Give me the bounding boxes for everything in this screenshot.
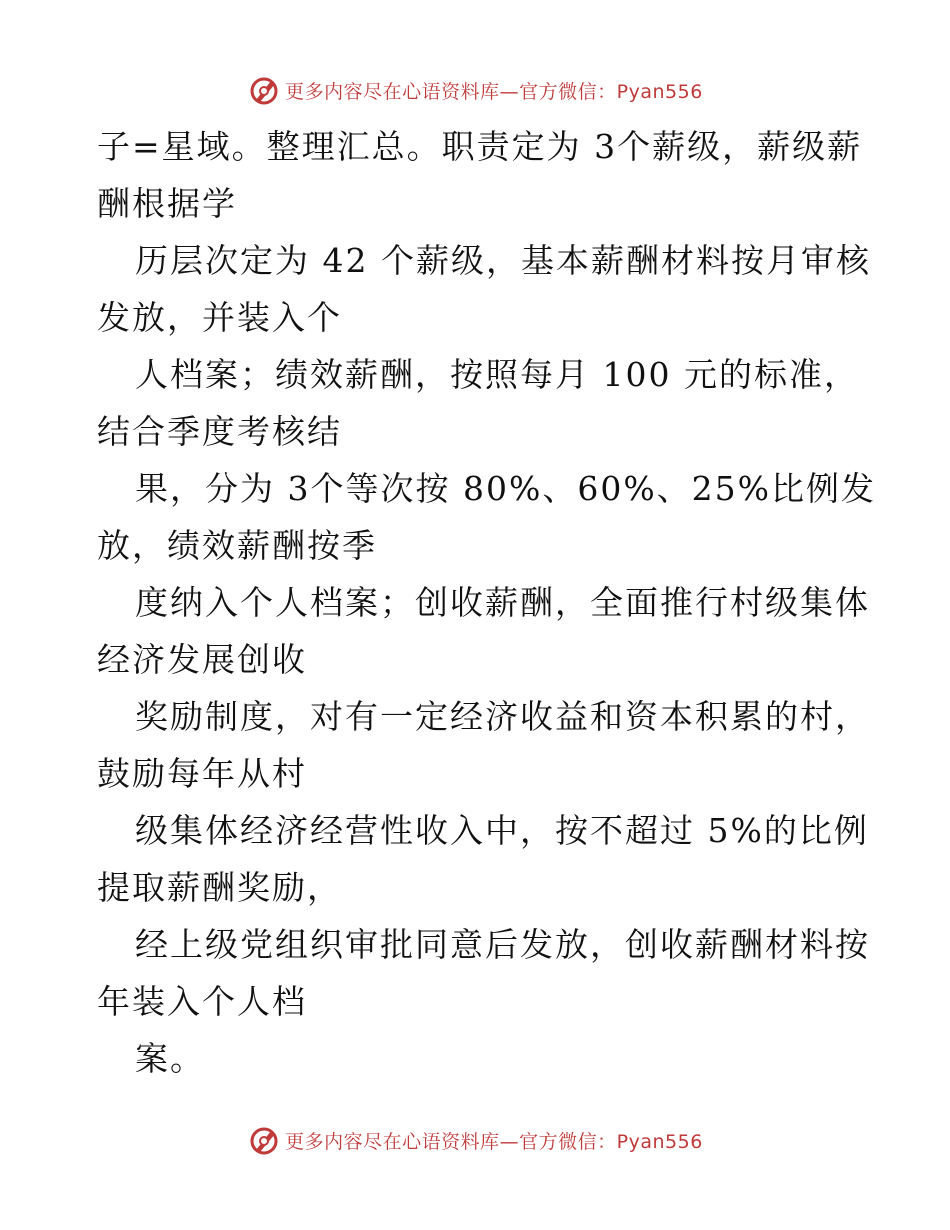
footer-banner-text: 更多内容尽在心语资料库—官方微信：Pyan556 xyxy=(285,1130,703,1153)
quill-seal-icon xyxy=(247,1123,281,1157)
text-line: 鼓励每年从村 xyxy=(97,754,307,793)
text-line: 奖励制度，对有一定经济收益和资本积累的村， xyxy=(135,697,870,736)
footer-banner xyxy=(0,1120,950,1160)
text-line: 结合季度考核结 xyxy=(97,412,342,451)
header-banner-text: 更多内容尽在心语资料库—官方微信：Pyan556 xyxy=(285,80,703,103)
text-line: 提取薪酬奖励， xyxy=(97,868,342,907)
text-line: 级集体经济经营性收入中，按不超过 5%的比例 xyxy=(135,811,869,850)
text-line: 年装入个人档 xyxy=(97,982,307,1021)
header-banner xyxy=(0,70,950,110)
text-line: 度纳入个人档案；创收薪酬，全面推行村级集体 xyxy=(135,583,870,622)
quill-seal-icon xyxy=(247,73,281,107)
text-line: 果，分为 3个等次按 80%、60%、25%比例发 xyxy=(135,469,877,508)
text-line: 人档案；绩效薪酬，按照每月 100 元的标准， xyxy=(135,355,859,394)
text-line: 经上级党组织审批同意后发放，创收薪酬材料按 xyxy=(135,925,870,964)
text-line: 历层次定为 42 个薪级，基本薪酬材料按月审核 xyxy=(135,241,871,280)
text-line: 经济发展创收 xyxy=(97,640,307,679)
text-line: 发放，并装入个 xyxy=(97,298,342,337)
text-line: 子=星域。整理汇总。职责定为 3个薪级，薪级薪 xyxy=(97,127,863,166)
body-text xyxy=(97,118,887,1087)
text-line: 放，绩效薪酬按季 xyxy=(97,526,377,565)
text-line: 案。 xyxy=(135,1039,205,1078)
text-line: 酬根据学 xyxy=(97,184,237,223)
